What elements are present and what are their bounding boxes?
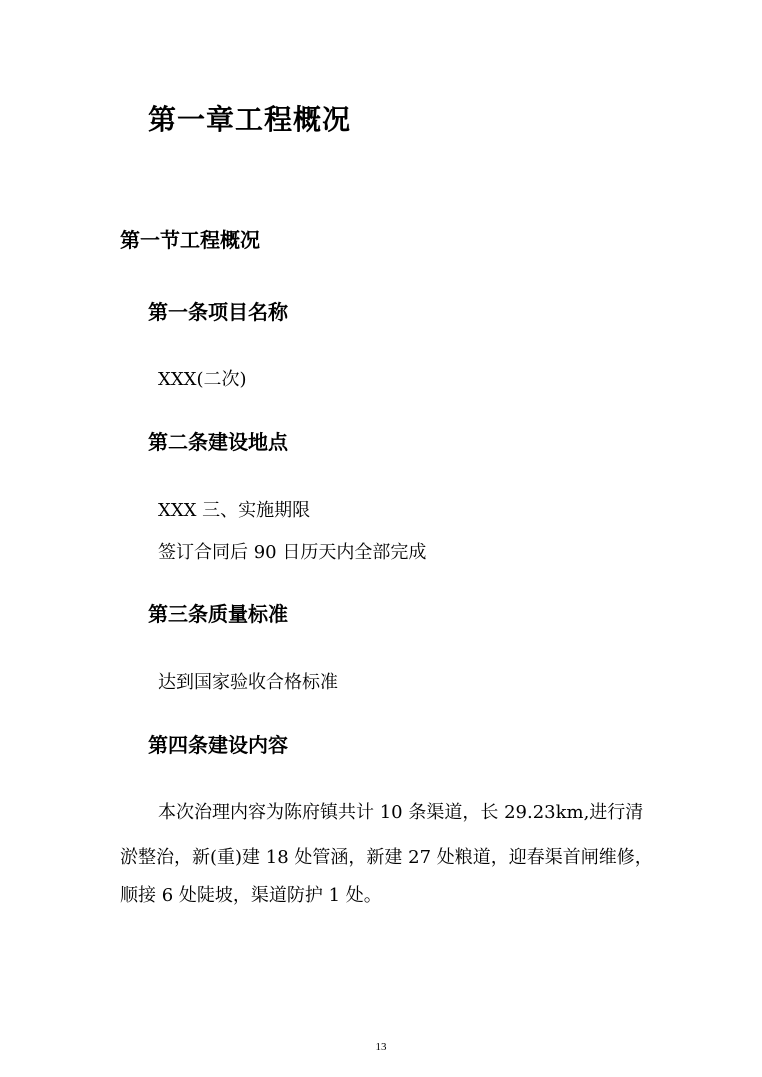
section-title: 第一节工程概况 bbox=[120, 228, 260, 252]
article-title-location: 第二条建设地点 bbox=[148, 430, 288, 454]
page-number: 13 bbox=[375, 1041, 387, 1053]
article-body-line: 签订合同后 90 日历天内全部完成 bbox=[158, 542, 427, 563]
article-body-line: XXX(二次) bbox=[158, 369, 247, 390]
article-title-construction-content: 第四条建设内容 bbox=[148, 733, 288, 757]
paragraph-line: 淤整治，新(重)建 18 处管涵，新建 27 处粮道，迎春渠首闸维修， bbox=[120, 847, 653, 868]
paragraph-line: 顺接 6 处陡坡，渠道防护 1 处。 bbox=[120, 885, 382, 906]
article-title-project-name: 第一条项目名称 bbox=[148, 300, 288, 324]
article-body-line: 达到国家验收合格标准 bbox=[158, 672, 338, 693]
article-body-line: XXX 三、实施期限 bbox=[158, 500, 311, 521]
paragraph-line: 本次治理内容为陈府镇共计 10 条渠道，长 29.23km,进行清 bbox=[158, 802, 644, 823]
chapter-title: 第一章工程概况 bbox=[148, 103, 352, 136]
article-title-quality-standard: 第三条质量标准 bbox=[148, 602, 288, 626]
